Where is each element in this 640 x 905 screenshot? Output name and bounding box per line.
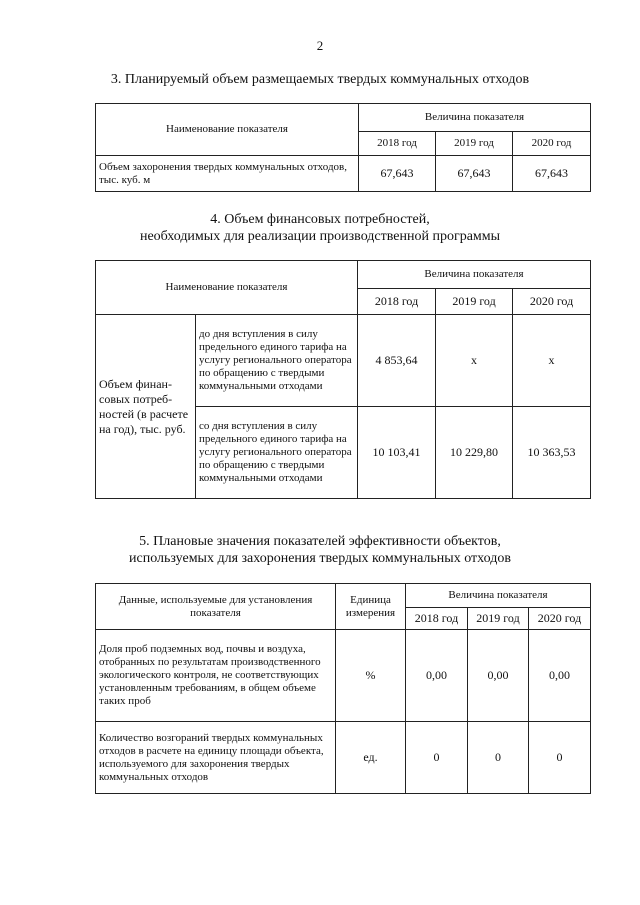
section5-header-value: Величина показателя [406,584,591,608]
section5-unit: % [336,630,406,722]
section3-header-name: Наименование показателя [96,104,359,156]
section5-value: 0 [406,722,468,794]
section4-title-line1: 4. Объем финансовых потребностей, [210,212,430,227]
section4-value: 10 229,80 [436,407,513,499]
section3-table [95,103,591,192]
section3-header-value: Величина показателя [359,104,591,132]
section3-value: 67,643 [513,156,591,192]
section4-value: х [436,315,513,407]
section3-value: 67,643 [359,156,436,192]
section5-title-line2: используемых для захоронения твердых коммунальных отходов [129,551,511,566]
section5-value: 0,00 [406,630,468,722]
section5-value: 0 [529,722,591,794]
section5-year: 2018 год [406,608,468,630]
section5-value: 0,00 [468,630,529,722]
section5-year: 2019 год [468,608,529,630]
section5-value: 0,00 [529,630,591,722]
section3-row-label: Объем захоронения твердых коммунальных отходов, тыс. куб. м [96,156,359,192]
section4-table [95,260,591,499]
section4-year: 2018 год [358,289,436,315]
page-number: 2 [316,38,324,53]
section4-year: 2020 год [513,289,591,315]
section3-year: 2019 год [436,132,513,156]
section4-header-value: Величина показателя [358,261,591,289]
section3-year: 2020 год [513,132,591,156]
section3-value: 67,643 [436,156,513,192]
section4-year: 2019 год [436,289,513,315]
section4-group-label: Объем финан-совых потреб-ностей (в расчете на год), тыс. руб. [96,315,196,499]
section5-value: 0 [468,722,529,794]
section5-row-label: Доля проб подземных вод, почвы и воздуха, отобранных по результатам производственного экологического контроля, не соответствующих установленным требованиям, в общем объеме таких проб [96,630,336,722]
section3-title: 3. Планируемый объем размещаемых твердых коммунальных отходов [110,72,530,87]
section5-year: 2020 год [529,608,591,630]
section5-title-line1: 5. Плановые значения показателей эффективности объектов, [139,534,501,549]
section4-value: 4 853,64 [358,315,436,407]
section5-header-unit: Единица измерения [336,584,406,630]
section4-value: 10 363,53 [513,407,591,499]
section4-title [60,211,580,245]
section5-unit: ед. [336,722,406,794]
section4-value: 10 103,41 [358,407,436,499]
section4-row-label: со дня вступления в силу предельного единого тарифа на услугу регионального оператора по обращению с твердыми коммунальными отходами [196,407,358,499]
section3-year: 2018 год [359,132,436,156]
section4-title-line2: необходимых для реализации производственной программы [139,229,501,244]
section5-row-label: Количество возгораний твердых коммунальных отходов в расчете на единицу площади объекта, используемого для захоронения твердых коммунальных отходов [96,722,336,794]
section5-header-data: Данные, используемые для установления показателя [96,584,336,630]
section5-title [60,533,580,567]
section4-row-label: до дня вступления в силу предельного единого тарифа на услугу регионального оператора по обращению с твердыми коммунальными отходами [196,315,358,407]
section5-table [95,583,591,794]
section4-header-name: Наименование показателя [96,261,358,315]
section4-value: х [513,315,591,407]
